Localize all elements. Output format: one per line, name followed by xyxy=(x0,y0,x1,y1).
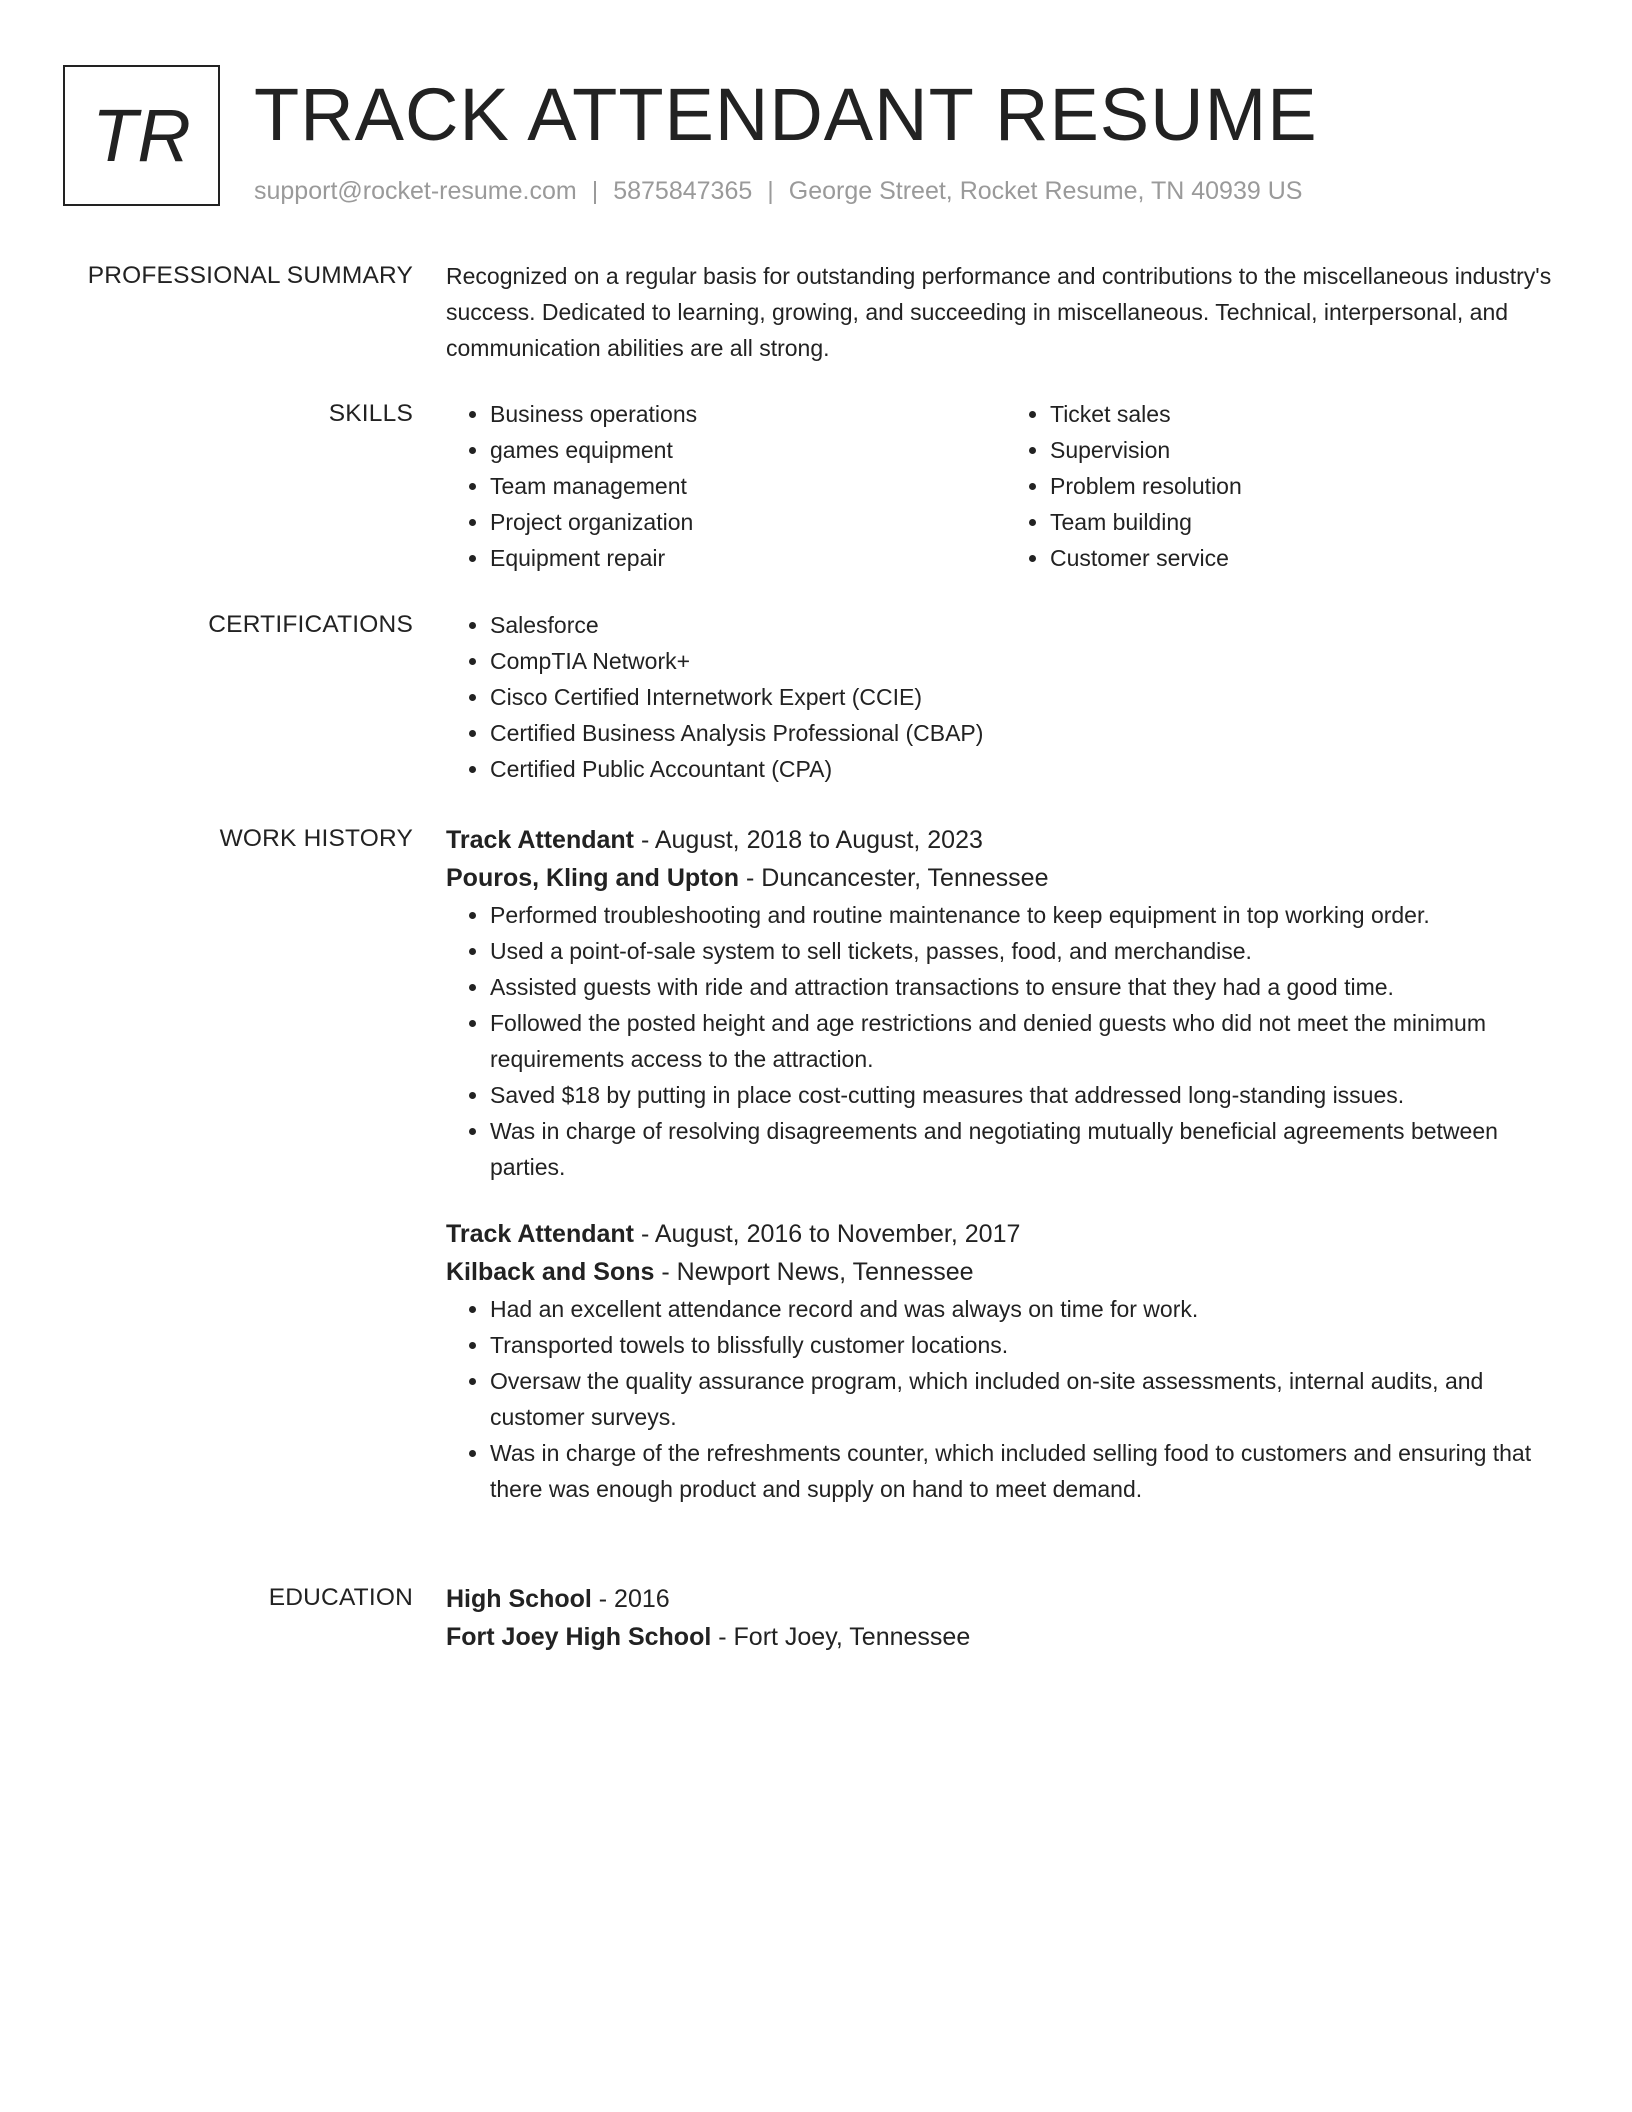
summary-text: Recognized on a regular basis for outstanding performance and contributions to the miscellaneous industry's success. Dedicated to learning, growing, and succeeding in miscellaneous. Technical, interpersonal, and communication abilities are all strong. xyxy=(446,263,1552,361)
education-degree: High School xyxy=(446,1585,592,1613)
section-heading-certifications: CERTIFICATIONS xyxy=(208,611,413,638)
job-dates: - August, 2018 to August, 2023 xyxy=(634,826,983,854)
skill-item: • Equipment repair xyxy=(490,540,1006,576)
skill-item: • Supervision xyxy=(1050,432,1566,468)
skill-item: • Business operations xyxy=(490,396,1006,432)
job-entry xyxy=(446,821,1566,1185)
contact-address: George Street, Rocket Resume, TN 40939 US xyxy=(788,177,1303,205)
job-duty-item: • Used a point-of-sale system to sell tickets, passes, food, and merchandise. xyxy=(490,933,1566,969)
skills-list-left xyxy=(446,396,1006,576)
certification-item: • CompTIA Network+ xyxy=(490,643,1566,679)
job-duty-item: • Was in charge of resolving disagreements and negotiating mutually beneficial agreements between parties. xyxy=(490,1113,1566,1185)
job-entry xyxy=(446,1215,1566,1507)
contact-separator: | xyxy=(591,177,599,205)
education-year: - 2016 xyxy=(591,1585,670,1613)
skill-item: • Problem resolution xyxy=(1050,468,1566,504)
job-duties-list xyxy=(446,1291,1566,1507)
skill-item: • Ticket sales xyxy=(1050,396,1566,432)
job-duty-item: • Saved $18 by putting in place cost-cutting measures that addressed long-standing issues. xyxy=(490,1077,1566,1113)
certification-item: • Salesforce xyxy=(490,607,1566,643)
job-duty-item: • Performed troubleshooting and routine maintenance to keep equipment in top working order. xyxy=(490,897,1566,933)
monogram-logo: TR xyxy=(63,65,220,206)
contact-separator: | xyxy=(767,177,774,205)
job-company-line xyxy=(446,859,1566,897)
job-duty-item: • Oversaw the quality assurance program, which included on-site assessments, internal audits, and customer surveys. xyxy=(490,1363,1566,1435)
certification-item: • Cisco Certified Internetwork Expert (CCIE) xyxy=(490,679,1566,715)
job-company: Pouros, Kling and Upton xyxy=(446,864,740,892)
education-school: Fort Joey High School xyxy=(446,1623,712,1651)
skill-item: • Team building xyxy=(1050,504,1566,540)
job-dates: - August, 2016 to November, 2017 xyxy=(634,1220,1021,1248)
job-duty-item: • Was in charge of the refreshments counter, which included selling food to customers and ensuring that there was enough product and supply on hand to meet demand. xyxy=(490,1435,1566,1507)
skills-list-right xyxy=(1006,396,1566,576)
section-heading-work-history: WORK HISTORY xyxy=(219,825,413,852)
certification-item: • Certified Business Analysis Professional (CBAP) xyxy=(490,715,1566,751)
contact-email[interactable]: support@rocket-resume.com xyxy=(254,177,577,205)
education-school-line xyxy=(446,1618,1566,1656)
job-title-line xyxy=(446,821,1566,859)
education-location: - Fort Joey, Tennessee xyxy=(711,1623,971,1651)
job-location: - Newport News, Tennessee xyxy=(654,1258,974,1286)
skill-item: • Team management xyxy=(490,468,1006,504)
job-duties-list xyxy=(446,897,1566,1185)
certification-item: • Certified Public Accountant (CPA) xyxy=(490,751,1566,787)
education-degree-line xyxy=(446,1580,1566,1618)
job-duty-item: • Had an excellent attendance record and was always on time for work. xyxy=(490,1291,1566,1327)
job-title-line xyxy=(446,1215,1566,1253)
skill-item: • games equipment xyxy=(490,432,1006,468)
resume-title: TRACK ATTENDANT RESUME xyxy=(254,73,1318,156)
section-heading-education: EDUCATION xyxy=(268,1584,413,1611)
contact-phone[interactable]: 5875847365 xyxy=(613,177,753,205)
job-duty-item: • Assisted guests with ride and attraction transactions to ensure that they had a good time. xyxy=(490,969,1566,1005)
job-company-line xyxy=(446,1253,1566,1291)
job-duty-item: • Transported towels to blissfully customer locations. xyxy=(490,1327,1566,1363)
job-title: Track Attendant xyxy=(446,1220,635,1248)
job-location: - Duncancester, Tennessee xyxy=(739,864,1049,892)
resume-header xyxy=(63,65,1572,210)
job-title: Track Attendant xyxy=(446,826,635,854)
section-heading-summary: PROFESSIONAL SUMMARY xyxy=(87,262,413,289)
job-duty-item: • Followed the posted height and age restrictions and denied guests who did not meet the minimum requirements access to the attraction. xyxy=(490,1005,1566,1077)
skill-item: • Customer service xyxy=(1050,540,1566,576)
contact-line xyxy=(254,173,1302,209)
certifications-list xyxy=(446,607,1566,787)
skill-item: • Project organization xyxy=(490,504,1006,540)
job-company: Kilback and Sons xyxy=(446,1258,655,1286)
section-heading-skills: SKILLS xyxy=(328,400,413,427)
